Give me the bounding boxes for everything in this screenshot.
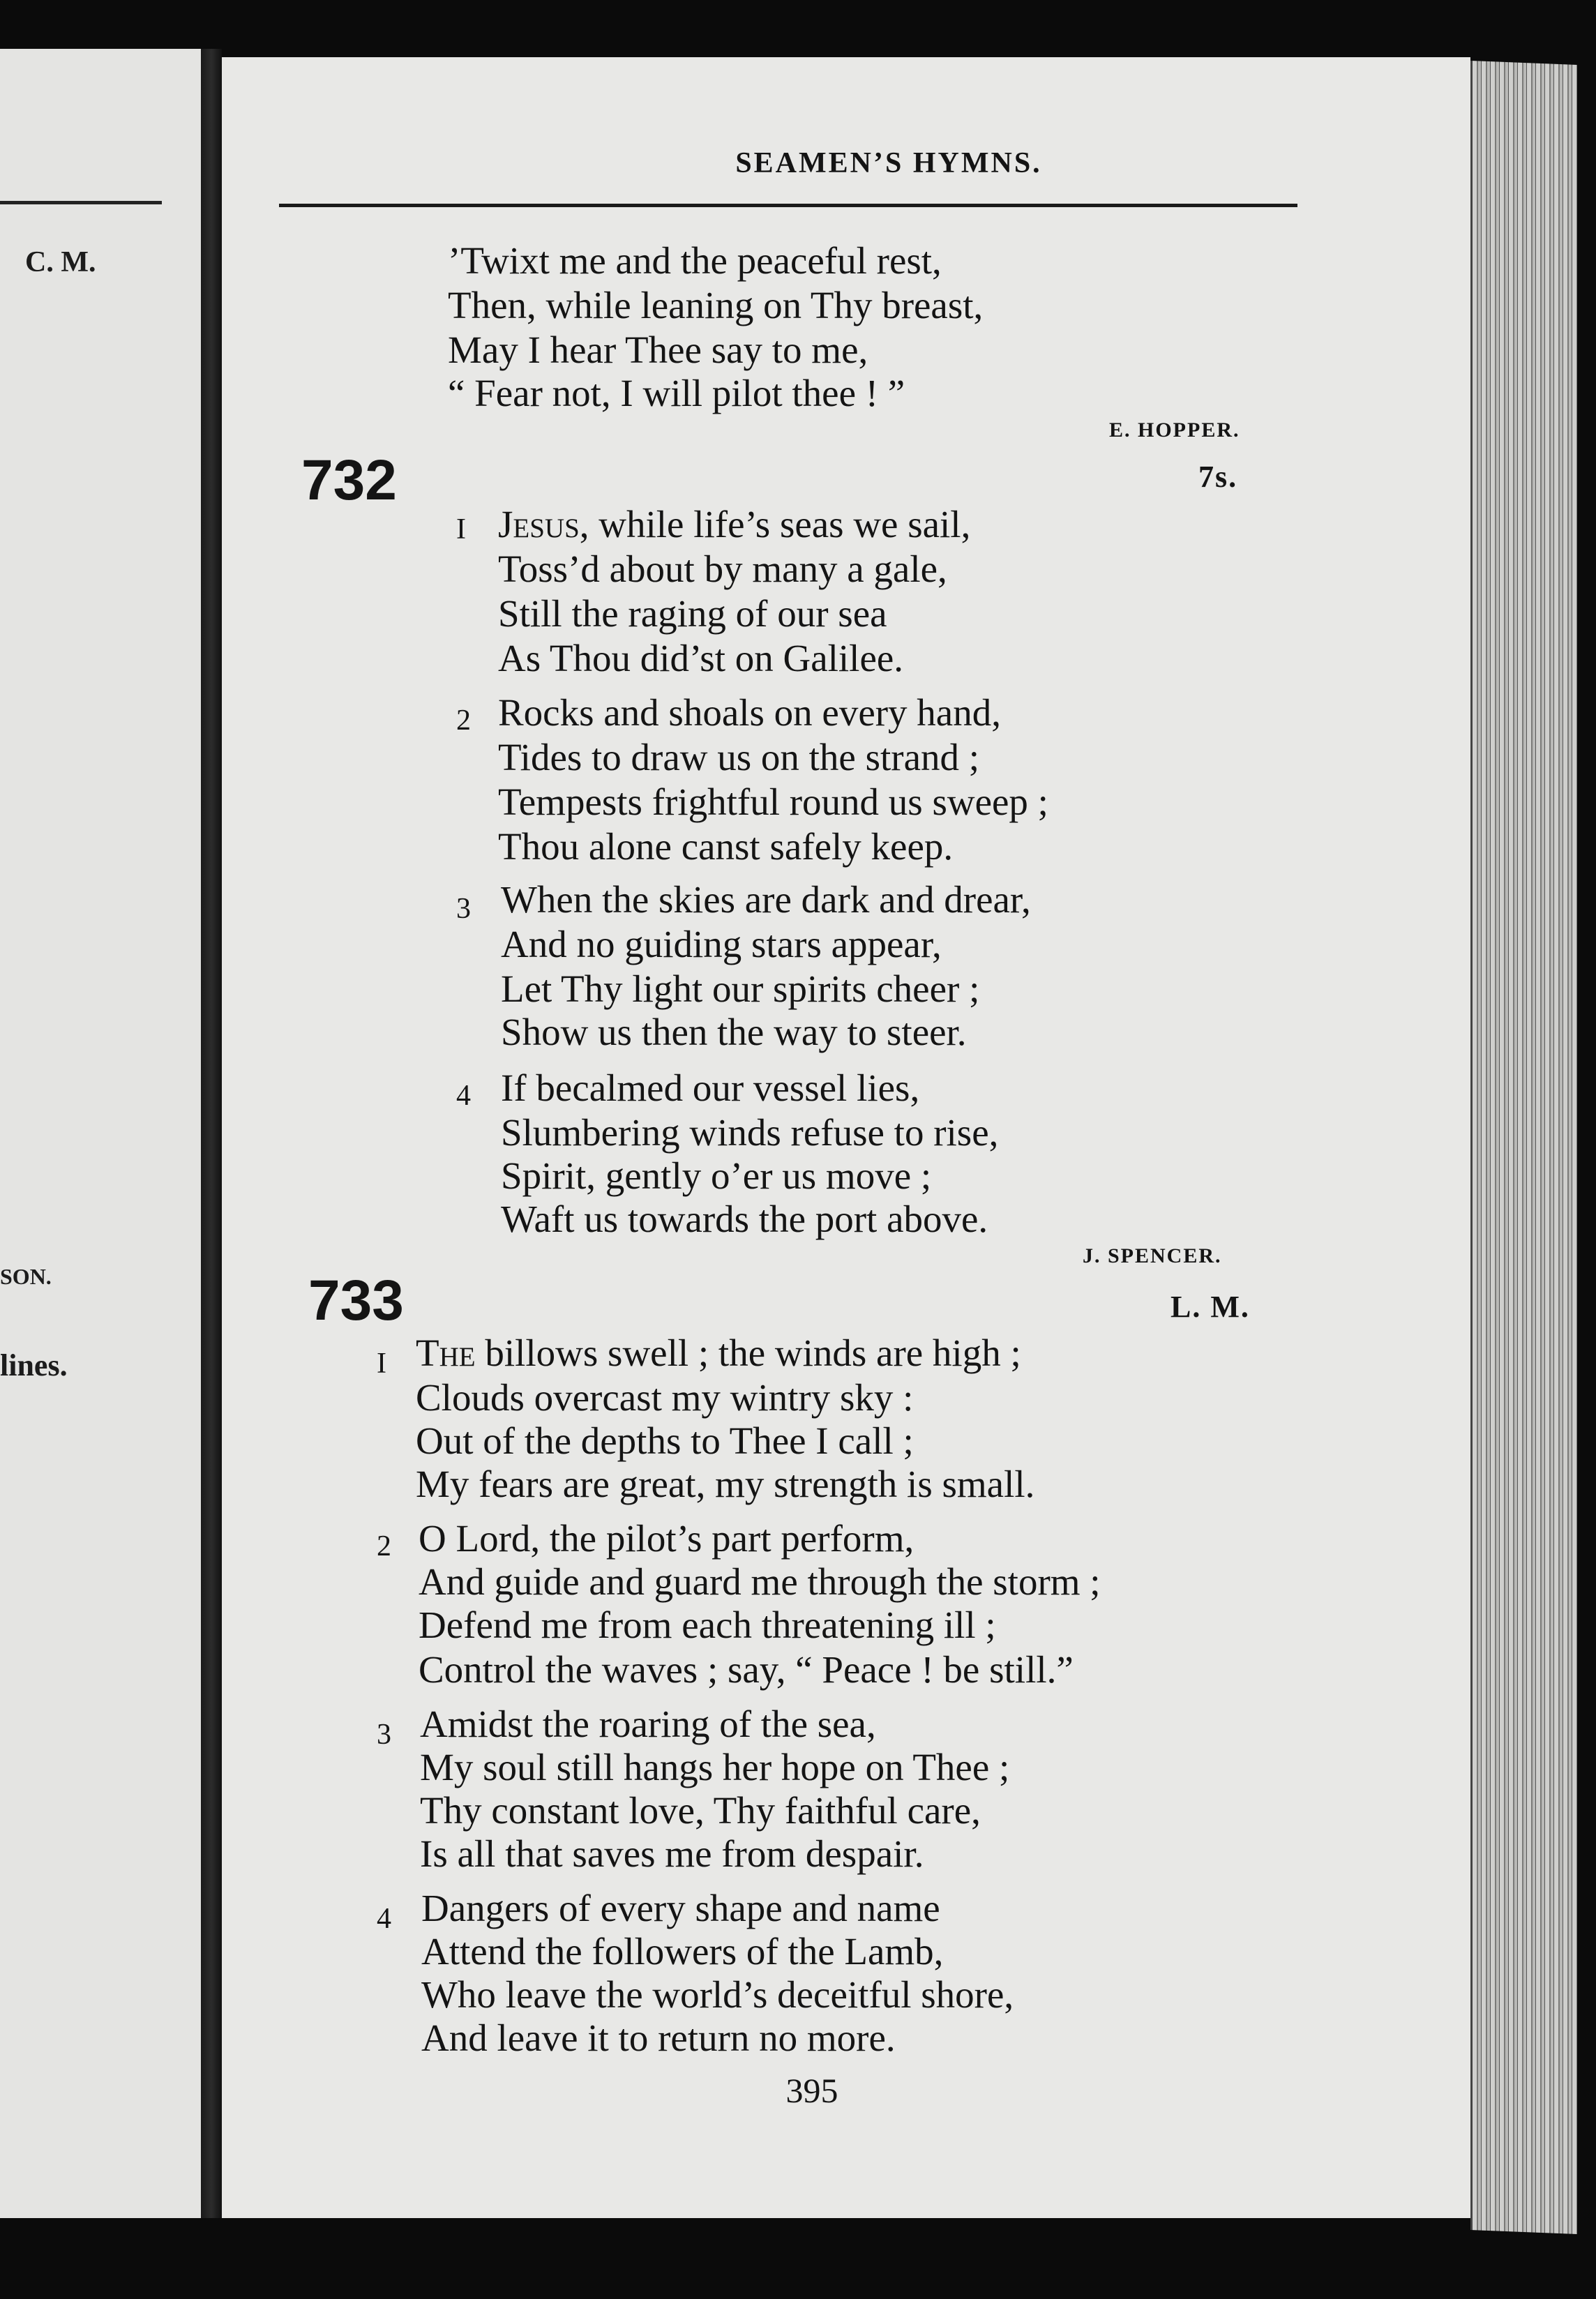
stanza-number: 2 [456,704,471,737]
verse-first-word: The [416,1332,476,1374]
verse-line: Is all that saves me from despair. [420,1832,924,1875]
verse-line: Defend me from each threatening ill ; [419,1604,996,1646]
verse-line: Clouds overcast my wintry sky : [416,1376,914,1419]
hymn-meter: 7s. [1198,460,1238,494]
continuation-line: May I hear Thee say to me, [448,329,868,371]
verse-line: Show us then the way to steer. [501,1011,967,1053]
stanza-number: 3 [377,1719,391,1751]
verse-line: Thy constant love, Thy faithful care, [420,1789,981,1832]
verse-line: Attend the followers of the Lamb, [421,1930,944,1973]
verse-first-word: Jesus [498,503,580,545]
author-credit: J. SPENCER. [1083,1244,1222,1267]
book-gutter [201,49,222,2218]
verse-line: Tides to draw us on the strand ; [498,736,980,778]
verse-line: When the skies are dark and drear, [501,878,1031,921]
verse-line: Control the waves ; say, “ Peace ! be still.” [419,1648,1074,1691]
verse-line: My fears are great, my strength is small. [416,1463,1035,1505]
verse-line: As Thou did’st on Galilee. [498,637,904,679]
hymn-meter: L. M. [1170,1290,1250,1324]
stanza-number: 4 [377,1903,391,1935]
hymn-number: 733 [308,1269,404,1332]
stanza-number: I [456,513,466,545]
verse-line: Amidst the roaring of the sea, [420,1703,876,1745]
stanza-number: I [377,1348,386,1380]
verse-line: Slumbering winds refuse to rise, [501,1111,999,1154]
verse-line: Jesus, while life’s seas we sail, [498,503,971,545]
page-edges [1470,61,1577,2234]
verse-line: And no guiding stars appear, [501,923,942,965]
left-page-rule [0,201,162,204]
verse-line: And guide and guard me through the storm ; [419,1560,1101,1603]
verse-line: O Lord, the pilot’s part perform, [419,1517,914,1560]
verse-line: My soul still hangs her hope on Thee ; [420,1746,1010,1788]
verse-line: Toss’d about by many a gale, [498,548,947,590]
verse-line: The billows swell ; the winds are high ; [416,1332,1021,1374]
verse-line: Tempests frightful round us sweep ; [498,781,1048,823]
hymn-number: 732 [301,449,397,512]
left-page-meter: C. M. [25,246,96,278]
verse-line: Who leave the world’s deceitful shore, [421,1973,1014,2016]
verse-line: If becalmed our vessel lies, [501,1066,920,1109]
stanza-number: 2 [377,1530,391,1562]
verse-line: Dangers of every shape and name [421,1887,940,1929]
running-head: SEAMEN’S HYMNS. [735,147,1042,179]
left-page-line-fragment: lines. [0,1348,68,1382]
verse-line: And leave it to return no more. [421,2017,896,2059]
head-rule [279,204,1297,207]
verse-line: Spirit, gently o’er us move ; [501,1154,932,1197]
verse-line: Out of the depths to Thee I call ; [416,1419,914,1462]
verse-line: Let Thy light our spirits cheer ; [501,967,980,1010]
continuation-line: “ Fear not, I will pilot thee ! ” [448,372,905,414]
verse-line: Rocks and shoals on every hand, [498,691,1001,734]
page-number: 395 [785,2071,838,2110]
verse-line: Still the raging of our sea [498,592,887,635]
verse-line: Thou alone canst safely keep. [498,825,954,868]
continuation-line: Then, while leaning on Thy breast, [448,284,984,326]
left-page [0,49,204,2218]
verse-line: Waft us towards the port above. [501,1198,988,1240]
continuation-line: ’Twixt me and the peaceful rest, [448,239,942,282]
author-credit: E. HOPPER. [1109,419,1240,442]
stanza-number: 4 [456,1080,471,1112]
left-page-attrib-fragment: SON. [0,1264,52,1289]
stanza-number: 3 [456,893,471,925]
